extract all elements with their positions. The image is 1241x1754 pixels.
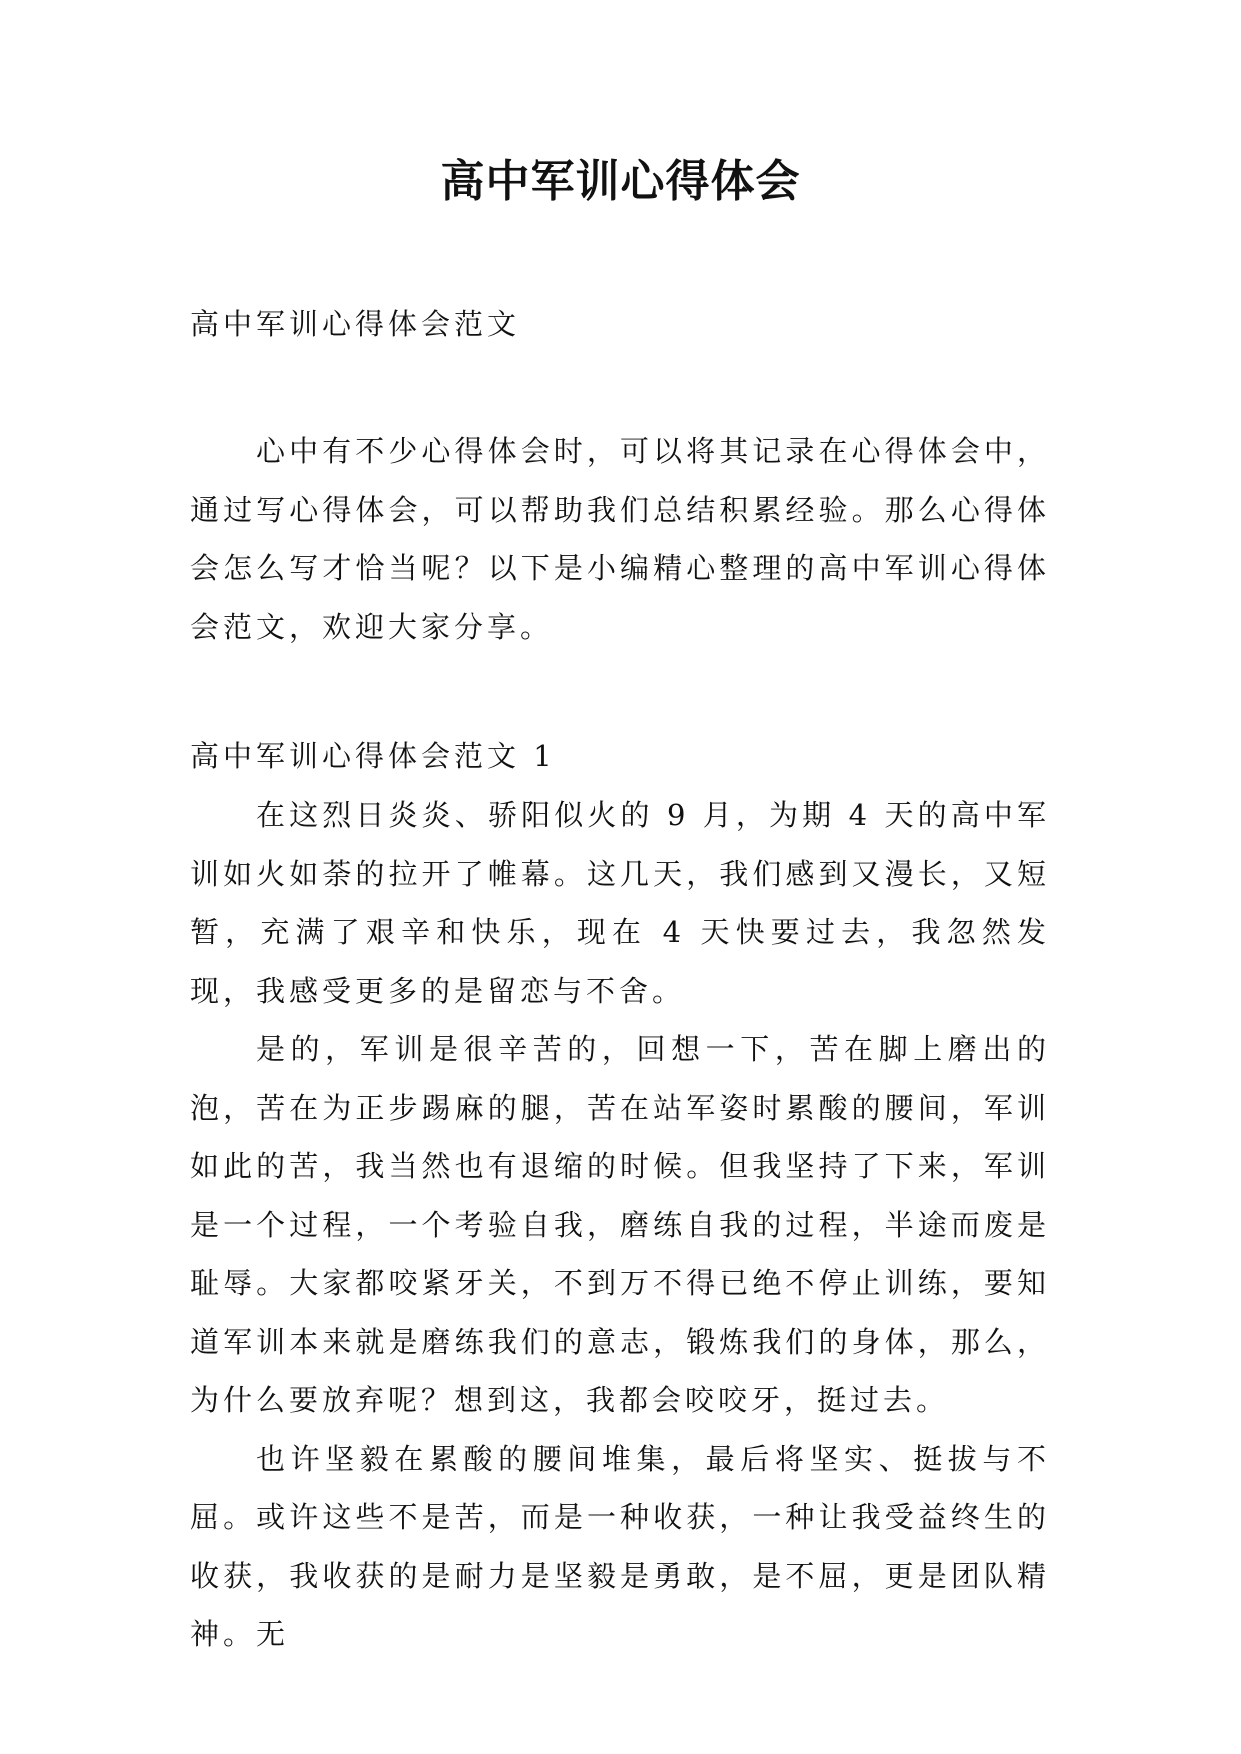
body-paragraph: 也许坚毅在累酸的腰间堆集，最后将坚实、挺拔与不屈。或许这些不是苦，而是一种收获，一种让我受益终生的收获，我收获的是耐力是坚毅是勇敢，是不屈，更是团队精神。无: [190, 1441, 1050, 1651]
body-paragraph: 是的，军训是很辛苦的，回想一下，苦在脚上磨出的泡，苦在为正步踢麻的腿，苦在站军姿时累酸的腰间，军训如此的苦，我当然也有退缩的时候。但我坚持了下来，军训是一个过程，一个考验自我，磨练自我的过程，半途而废是耻辱。大家都咬紧牙关，不到万不得已绝不停止训练，要知道军训本来就是磨练我们的意志，锻炼我们的身体，那么，为什么要放弃呢？想到这，我都会咬咬牙，挺过去。: [190, 1032, 1050, 1417]
document-title: 高中军训心得体会: [440, 156, 801, 207]
body-paragraph: 在这烈日炎炎、骄阳似火的 9 月，为期 4 天的高中军训如火如荼的拉开了帷幕。这几天，我们感到又漫长，又短暂，充满了艰辛和快乐，现在 4 天快要过去，我忽然发现，我感受更多的是留恋与不舍。: [190, 798, 1050, 1008]
spacer: [190, 354, 1050, 422]
document-subtitle: 高中军训心得体会范文: [190, 307, 521, 341]
section-heading: 高中军训心得体会范文 1: [190, 739, 556, 773]
intro-paragraph: 心中有不少心得体会时，可以将其记录在心得体会中，通过写心得体会，可以帮助我们总结积累经验。那么心得体会怎么写才恰当呢？以下是小编精心整理的高中军训心得体会范文，欢迎大家分享。: [190, 434, 1050, 644]
spacer: [190, 656, 1050, 726]
document-body: [190, 294, 1050, 1664]
